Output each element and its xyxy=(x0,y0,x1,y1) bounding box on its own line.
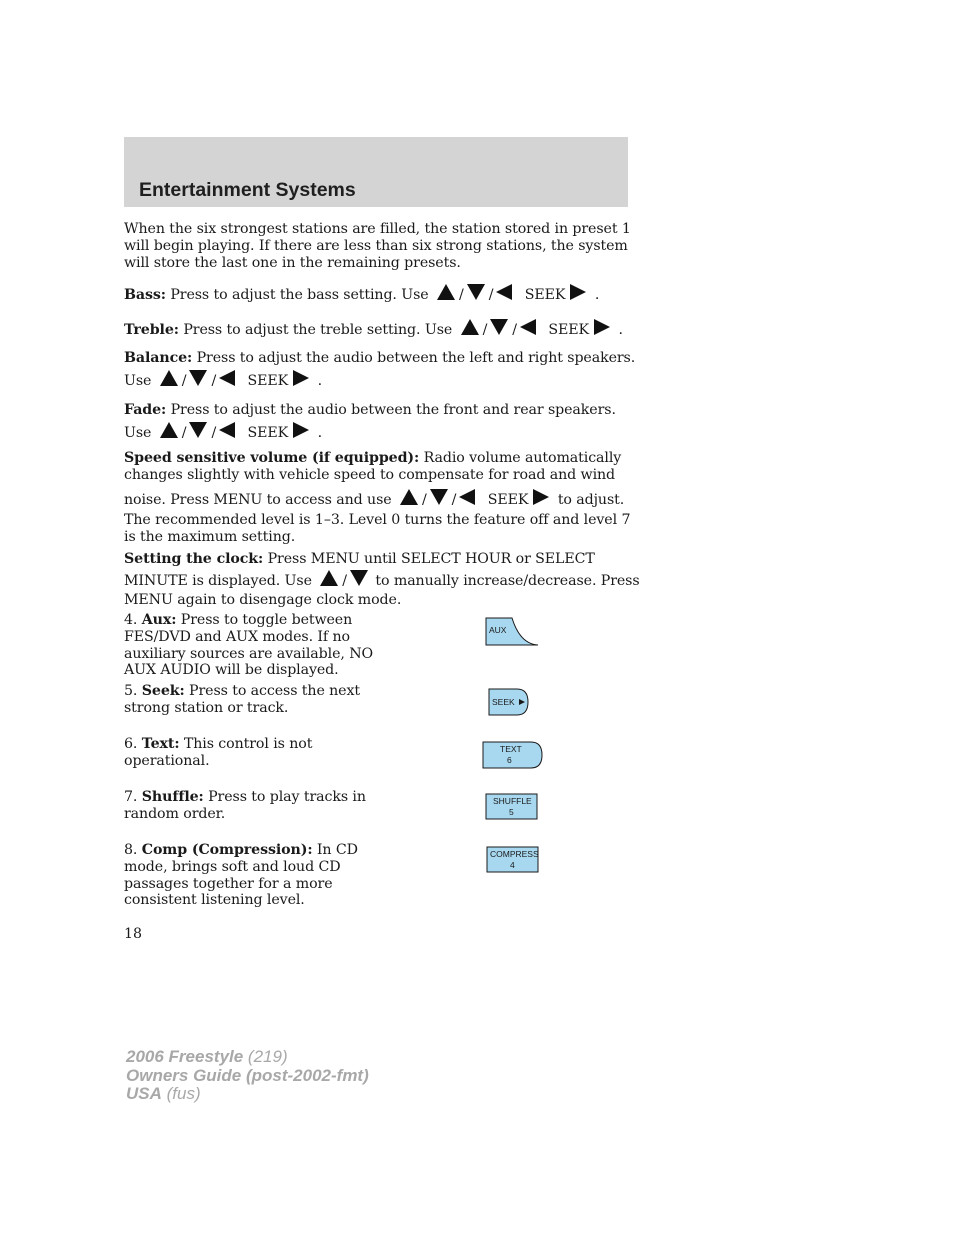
bass-paragraph xyxy=(124,284,624,304)
text-button-label: TEXT xyxy=(500,744,522,754)
bass-end: . xyxy=(590,287,600,303)
left-triangle-icon xyxy=(520,319,536,335)
item-text: This control is not xyxy=(179,736,313,752)
recommended-line: The recommended level is 1–3. Level 0 turns the feature off and level 7 xyxy=(124,512,631,528)
down-triangle-icon xyxy=(189,370,207,386)
list-item-aux xyxy=(124,612,374,679)
left-triangle-icon xyxy=(496,284,512,300)
right-triangle-icon xyxy=(293,422,309,438)
section-title: Entertainment Systems xyxy=(139,179,356,201)
control-icons: / / SEEK xyxy=(433,284,590,304)
item-text: operational. xyxy=(124,752,210,769)
footer-guide: Owners Guide (post-2002-fmt) xyxy=(126,1065,369,1085)
item-term: Text: xyxy=(141,736,180,752)
list-item-seek xyxy=(124,683,374,717)
left-triangle-icon xyxy=(459,489,475,505)
fade-end: . xyxy=(313,425,323,441)
item-term: Aux: xyxy=(141,612,177,628)
item-text: In CD xyxy=(312,842,358,858)
control-icons: / xyxy=(316,570,371,592)
seek-button-image xyxy=(487,687,531,717)
item-text: consistent listening level. xyxy=(124,892,305,909)
aux-button-image xyxy=(484,616,542,648)
seek-label: SEEK xyxy=(247,373,289,389)
balance-text: Press to adjust the audio between the left and right speakers. xyxy=(192,350,636,366)
up-triangle-icon xyxy=(160,422,178,438)
speed-line: noise. Press MENU to access and use xyxy=(124,491,396,508)
left-triangle-icon xyxy=(219,422,235,438)
treble-end: . xyxy=(614,322,623,338)
item-number: 6. xyxy=(124,736,142,752)
recommended-paragraph xyxy=(124,512,631,546)
down-triangle-icon xyxy=(467,284,485,300)
seek-label: SEEK xyxy=(548,322,590,338)
footer-model: 2006 Freestyle xyxy=(126,1047,244,1066)
footer-market-code: (fus) xyxy=(161,1084,201,1103)
clock-line: MINUTE is displayed. Use xyxy=(124,572,317,589)
fade-term: Fade: xyxy=(124,402,167,418)
right-triangle-icon xyxy=(533,489,549,505)
item-text: Press to toggle between xyxy=(176,612,353,628)
page-number: 18 xyxy=(124,926,143,942)
item-term: Comp (Compression): xyxy=(141,842,313,858)
text-button-image xyxy=(481,740,545,770)
fade-use: Use xyxy=(124,425,156,441)
balance-term: Balance: xyxy=(124,350,193,366)
shuffle-button-number: 5 xyxy=(509,807,514,817)
down-triangle-icon xyxy=(430,489,448,505)
compress-button-number: 4 xyxy=(510,860,515,870)
down-triangle-icon xyxy=(189,422,207,438)
header-band xyxy=(124,137,628,207)
down-triangle-icon xyxy=(350,570,368,586)
seek-label: SEEK xyxy=(247,425,289,441)
list-item-compress xyxy=(124,842,374,909)
item-text: Press to play tracks in xyxy=(203,789,366,805)
seek-label: SEEK xyxy=(524,287,566,303)
up-triangle-icon xyxy=(400,489,418,505)
clock-paragraph xyxy=(124,550,640,611)
item-text: auxiliary sources are available, NO xyxy=(124,645,374,662)
item-text: passages together for a more xyxy=(124,875,333,892)
item-text: AUX AUDIO will be displayed. xyxy=(124,662,339,679)
footer-market: USA xyxy=(126,1084,162,1103)
treble-text: Press to adjust the treble setting. Use xyxy=(178,322,457,338)
bass-term: Bass: xyxy=(124,287,166,303)
control-icons: / / SEEK xyxy=(396,489,553,509)
item-number: 8. xyxy=(124,842,142,858)
footer-model-code: (219) xyxy=(243,1047,288,1066)
recommended-line: is the maximum setting. xyxy=(124,528,296,545)
balance-use: Use xyxy=(124,373,156,389)
text-button-number: 6 xyxy=(507,755,512,765)
item-text: mode, brings soft and loud CD xyxy=(124,858,341,875)
balance-paragraph xyxy=(124,347,636,393)
shuffle-button-label: SHUFFLE xyxy=(493,796,532,806)
intro-line: When the six strongest stations are filled, the station stored in preset 1 xyxy=(124,221,631,237)
bass-text: Press to adjust the bass setting. Use xyxy=(165,287,433,303)
up-triangle-icon xyxy=(437,284,455,300)
item-text: Press to access the next xyxy=(184,683,360,699)
speed-text: Radio volume automatically xyxy=(419,450,622,466)
fade-paragraph xyxy=(124,399,624,445)
compress-button-image xyxy=(485,845,541,875)
clock-line: to manually increase/decrease. Press xyxy=(370,572,640,589)
control-icons: / / SEEK xyxy=(457,319,614,339)
item-number: 7. xyxy=(124,789,142,805)
control-icons: / / SEEK xyxy=(156,370,313,393)
item-number: 4. xyxy=(124,612,142,628)
seek-button-label: SEEK xyxy=(492,697,515,707)
item-term: Seek: xyxy=(141,683,185,699)
clock-term: Setting the clock: xyxy=(124,551,264,567)
left-triangle-icon xyxy=(219,370,235,386)
balance-end: . xyxy=(313,373,323,389)
treble-term: Treble: xyxy=(124,322,179,338)
down-triangle-icon xyxy=(490,319,508,335)
item-number: 5. xyxy=(124,683,142,699)
speed-term: Speed sensitive volume (if equipped): xyxy=(124,450,420,466)
list-item-shuffle xyxy=(124,789,374,823)
list-item-text xyxy=(124,736,374,770)
shuffle-button-image xyxy=(484,792,540,822)
control-icons: / / SEEK xyxy=(156,422,313,445)
intro-paragraph xyxy=(124,221,631,271)
up-triangle-icon xyxy=(160,370,178,386)
speed-end: to adjust. xyxy=(553,491,625,508)
up-triangle-icon xyxy=(461,319,479,335)
clock-line: MENU again to disengage clock mode. xyxy=(124,592,402,608)
right-triangle-icon xyxy=(594,319,610,335)
fade-text: Press to adjust the audio between the front and rear speakers. xyxy=(166,402,616,418)
compress-button-label: COMPRESS xyxy=(490,849,539,859)
item-text: FES/DVD and AUX modes. If no xyxy=(124,628,350,645)
seek-label: SEEK xyxy=(487,491,529,508)
up-triangle-icon xyxy=(320,570,338,586)
clock-text: Press MENU until SELECT HOUR or SELECT xyxy=(263,551,595,567)
speed-line: changes slightly with vehicle speed to compensate for road and wind xyxy=(124,466,616,483)
intro-line: will store the last one in the remaining presets. xyxy=(124,254,461,271)
item-term: Shuffle: xyxy=(141,789,204,805)
item-text: strong station or track. xyxy=(124,699,289,716)
treble-paragraph xyxy=(124,319,624,339)
speed-paragraph xyxy=(124,450,624,508)
intro-line: will begin playing. If there are less than six strong stations, the system xyxy=(124,237,628,254)
item-text: random order. xyxy=(124,805,226,822)
footer xyxy=(126,1048,369,1104)
right-triangle-icon xyxy=(293,370,309,386)
aux-button-label: AUX xyxy=(489,625,507,635)
right-triangle-icon xyxy=(570,284,586,300)
